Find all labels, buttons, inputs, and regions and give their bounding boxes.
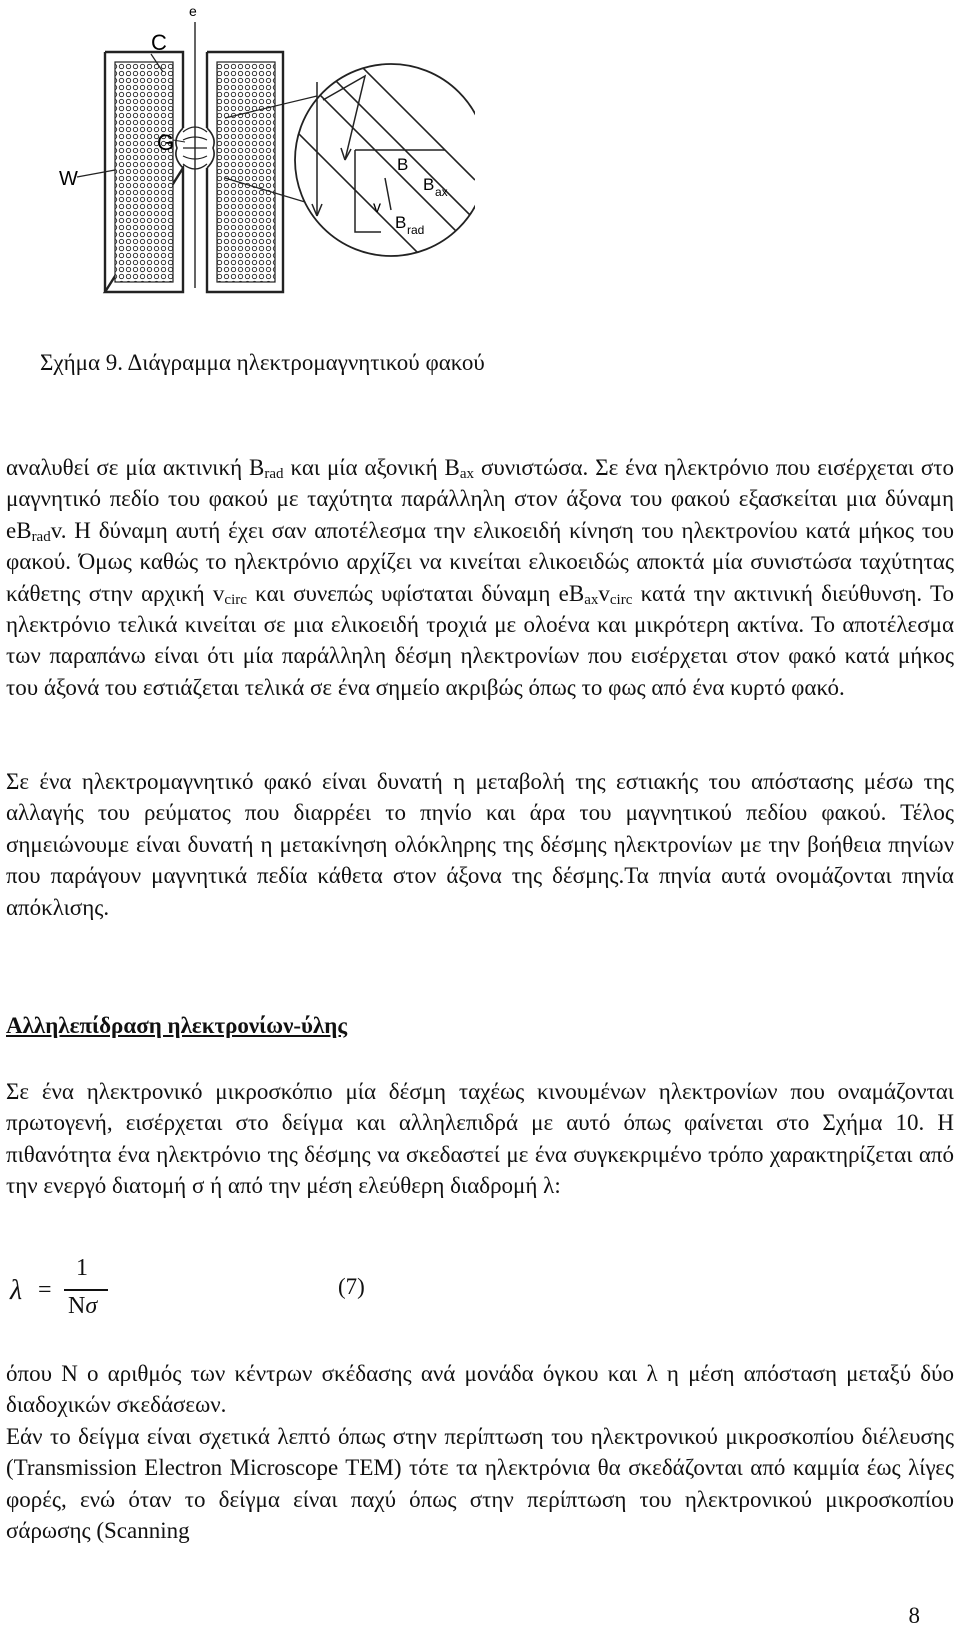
label-bax-sub: ax <box>435 185 448 199</box>
label-b: B <box>397 155 409 174</box>
right-coil <box>217 62 275 282</box>
paragraph-lens-forces: αναλυθεί σε μία ακτινική $B_{rad}$ και μία αξονική $B_{ax}$ συνιστώσα. Σε ένα ηλεκτρόνιο που εισέρχεται στο μαγνητικό πεδίο του φακού με ταχύτητα παράλληλη στον άξονα του φακού εξασκείται μια δύναμη $eB_{rad}v$. Η δύναμη αυτή έχει σαν αποτέλεσμα την ελικοειδή κίνηση του ηλεκτρονίου κατά μήκος του φακού. Όμως καθώς το ηλεκτρόνιο αρχίζει να κινείται ελικοειδώς αποκτά μία συνιστώσα ταχύτητας κάθετης στην αρχική $v_{circ}$ και συνεπώς υφίσταται δύναμη $eB_{ax}v_{circ}$ κατά την ακτινική διεύθυνση. Το ηλεκτρόνιο τελικά κινείται σε μια ελικοειδή τροχιά με ολοένα και μικρότερη ακτίνα. Το αποτέλεσμα των παραπάνω είναι ότι μία παράλληλη δέσμη ηλεκτρονίων που εισέρχεται στον φακό κατά μήκος του άξονά του εστιάζεται τελικά σε ένα σημείο ακριβώς όπως το φως από ένα κυρτό φακό. <box>6 455 954 700</box>
label-brad: B <box>395 213 407 232</box>
paragraph-focal-length: Σε ένα ηλεκτρομαγνητικό φακό είναι δυνατή η μεταβολή της εστιακής του απόστασης μέσω της αλλαγής του ρεύματος που διαρρέει το πηνίο και άρα του μαγνητικού πεδίου φακού. Τέλος σημειώνουμε είναι δυνατή η μετακίνηση ολόκληρης της δέσμης ηλεκτρονίων με την βοήθεια πηνίων που παράγουν μαγνητικά πεδία κάθετα στον άξονα της δέσμης.Τα πηνία αυτά ονομάζονται πηνία απόκλισης. <box>6 769 954 920</box>
label-v: v <box>373 199 381 216</box>
figure-caption: Σχήμα 9. Διάγραμμα ηλεκτρομαγνητικού φακού <box>40 350 485 375</box>
fraction-bar <box>64 1289 108 1291</box>
label-w: W <box>59 168 78 190</box>
left-coil <box>115 62 173 282</box>
label-c: C <box>151 30 167 55</box>
equation-numerator: 1 <box>76 1255 88 1281</box>
equation-denominator: Nσ <box>68 1293 98 1319</box>
paragraph-tem-sem: Εάν το δείγμα είναι σχετικά λεπτό όπως στην περίπτωση του ηλεκτρονικού μικροσκοπίου διέλευσης (Transmission Electron Microscope TEM) τότε τα ηλεκτρόνια θα σκεδάζονται από καμμία έως λίγες φορές, ενώ όταν το δείγμα είναι παχύ όπως στην περίπτωση του ηλεκτρονικού μικροσκοπίου σάρωσης (Scanning <box>6 1424 954 1544</box>
label-g: G <box>157 130 175 155</box>
page-number: 8 <box>908 1603 920 1628</box>
lens-diagram <box>55 0 475 300</box>
equation-7 <box>10 1255 410 1335</box>
label-brad-sub: rad <box>407 223 425 237</box>
section-heading: Αλληλεπίδραση ηλεκτρονίων-ύλης <box>6 1013 348 1038</box>
paragraph-interaction: Σε ένα ηλεκτρονικό μικροσκόπιο μία δέσμη ταχέως κινουμένων ηλεκτρονίων που οναμάζονται πρωτογενή, εισέρχεται στο δείγμα και αλληλεπιδρά με αυτό όπως φαίνεται στο Σχήμα 10. Η πιθανότητα ένα ηλεκτρόνιο της δέσμης να σκεδαστεί με ένα συγκεκριμένο τρόπο χαρακτηρίζεται από την ενεργό διατομή σ ή από την μέση ελεύθερη διαδρομή λ: <box>6 1079 954 1199</box>
label-e: e <box>189 3 197 19</box>
label-bax: B <box>423 175 435 194</box>
equation-number: (7) <box>338 1274 365 1299</box>
equation-lhs: λ <box>10 1275 23 1306</box>
paragraph-definition: όπου N ο αριθμός των κέντρων σκέδασης ανά μονάδα όγκου και λ η μέση απόσταση μεταξύ δύο διαδοχικών σκεδάσεων. <box>6 1361 954 1418</box>
equation-equals: = <box>38 1277 52 1303</box>
